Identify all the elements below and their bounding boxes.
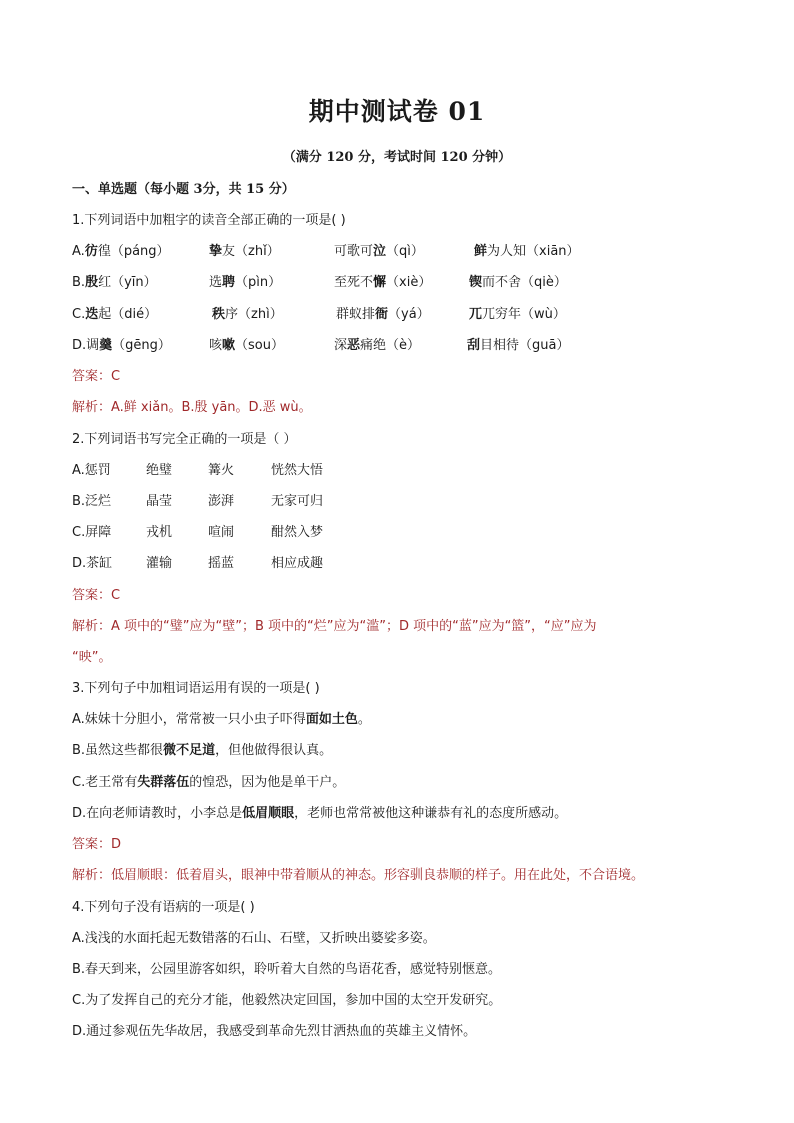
- q1-b-2-pre: 选: [209, 275, 223, 290]
- q1-d-4-bold: 刮: [467, 338, 481, 353]
- question-2-stem: 2.下列词语书写完全正确的一项是（ ）: [72, 432, 297, 447]
- q1-a-4-post: 为人知（xiān）: [487, 244, 580, 259]
- q2-a-3: 篝火: [208, 463, 235, 478]
- q1-b-3-pre: 至死不: [334, 275, 374, 290]
- q1-a-1: [72, 240, 170, 259]
- q1-c-3-bold: 衙: [375, 307, 389, 322]
- q1-c-1-post: 起（dié）: [98, 307, 158, 322]
- q1-a-3: [334, 240, 424, 259]
- q3-option-b: [72, 739, 332, 758]
- q3-c-pre: C.老王常有: [72, 775, 138, 790]
- exam-info: （满分 120 分，考试时间 120 分钟）: [282, 150, 512, 165]
- q1-d-2-pre: 咳: [209, 338, 223, 353]
- q3-a-bold: 面如土色: [305, 712, 358, 727]
- q3-a-pre: A.妹妹十分胆小，常常被一只小虫子吓得: [72, 712, 306, 727]
- q1-d-1-bold: 羹: [99, 338, 113, 353]
- q1-b-3: [334, 271, 431, 290]
- q1-a-2-post: 友（zhǐ）: [222, 244, 280, 259]
- q1-b-3-post: （xiè）: [386, 275, 432, 290]
- question-2-answer: 答案：C: [72, 588, 121, 603]
- q1-d-3: [334, 334, 420, 353]
- q1-c-4-bold: 兀: [469, 307, 483, 322]
- q4-option-d: D.通过参观伍先华故居，我感受到革命先烈甘洒热血的英雄主义情怀。: [72, 1024, 477, 1039]
- q2-a-1: A.惩罚: [72, 463, 111, 478]
- q1-c-1: [72, 303, 157, 322]
- q1-d-3-pre: 深: [334, 338, 348, 353]
- q3-d-pre: D.在向老师请教时，小李总是: [72, 806, 243, 821]
- q1-a-2: [209, 240, 280, 259]
- q1-c-4: [469, 303, 566, 322]
- q1-c-4-post: 兀穷年（wù）: [482, 307, 566, 322]
- q3-option-c: [72, 771, 345, 790]
- q1-b-2-post: （pìn）: [235, 275, 282, 290]
- q1-c-2: [212, 303, 283, 322]
- question-3-analysis: 解析：低眉顺眼：低着眉头，眼神中带着顺从的神态。形容驯良恭顺的样子。用在此处，不合语境。: [72, 868, 645, 883]
- q1-b-2: [209, 271, 281, 290]
- q2-a-2: 绝璧: [146, 463, 173, 478]
- q1-d-2-bold: 嗽: [222, 338, 236, 353]
- q1-b-4-post: 而不舍（qiè）: [482, 275, 567, 290]
- q3-b-pre: B.虽然这些都很: [72, 743, 164, 758]
- q1-d-4: [467, 334, 569, 353]
- q2-c-2: 戎机: [146, 525, 173, 540]
- q1-b-4-bold: 锲: [469, 275, 483, 290]
- q1-b-4: [469, 271, 567, 290]
- question-3-stem: 3.下列句子中加粗词语运用有误的一项是( ): [72, 681, 320, 696]
- question-1-answer: 答案：C: [72, 369, 121, 384]
- q3-option-d: [72, 802, 567, 821]
- q3-d-post: ，老师也常常被他这种谦恭有礼的态度所感动。: [294, 806, 568, 821]
- q3-b-post: ，但他做得很认真。: [215, 743, 333, 758]
- q2-b-4: 无家可归: [271, 494, 324, 509]
- q1-d-3-post: 痛绝（è）: [360, 338, 421, 353]
- section-heading: 一、单选题（每小题 3分，共 15 分）: [72, 182, 295, 197]
- q1-c-1-pre: C.: [72, 307, 86, 322]
- q1-d-3-bold: 恶: [347, 338, 361, 353]
- q2-d-1: D.茶缸: [72, 556, 113, 571]
- q1-a-4-bold: 鲜: [474, 244, 488, 259]
- q1-d-2-post: （sou）: [235, 338, 284, 353]
- q1-b-3-bold: 懈: [373, 275, 387, 290]
- q1-b-1-pre: B.: [72, 275, 86, 290]
- q3-a-post: 。: [357, 712, 371, 727]
- q1-a-3-bold: 泣: [373, 244, 387, 259]
- question-1-analysis: 解析：A.鲜 xiǎn。B.殷 yān。D.恶 wù。: [72, 400, 312, 415]
- q3-c-post: 的惶恐，因为他是单干户。: [189, 775, 346, 790]
- q1-d-2: [209, 334, 284, 353]
- q1-b-1: [72, 271, 157, 290]
- q3-option-a: [72, 708, 371, 727]
- q1-a-1-post: 徨（páng）: [97, 244, 170, 259]
- q4-option-a: A.浅浅的水面托起无数错落的石山、石壁，又折映出婆娑多姿。: [72, 931, 436, 946]
- q3-c-bold: 失群落伍: [137, 775, 190, 790]
- q2-d-3: 摇蓝: [208, 556, 235, 571]
- q1-a-1-pre: A.: [72, 244, 85, 259]
- q2-d-2: 灌输: [146, 556, 173, 571]
- q1-d-4-post: 目相待（guā）: [480, 338, 570, 353]
- q1-a-3-pre: 可歌可: [334, 244, 374, 259]
- q1-a-2-bold: 挚: [209, 244, 223, 259]
- question-4-stem: 4.下列句子没有语病的一项是( ): [72, 900, 255, 915]
- q1-a-1-bold: 彷: [84, 244, 98, 259]
- q1-c-1-bold: 迭: [85, 307, 99, 322]
- q2-c-1: C.屏障: [72, 525, 112, 540]
- question-2-analysis-line-2: “映”。: [72, 650, 112, 665]
- question-3-answer: 答案：D: [72, 837, 122, 852]
- q2-b-3: 澎湃: [208, 494, 235, 509]
- q2-d-4: 相应成趣: [271, 556, 324, 571]
- q1-a-4: [474, 240, 580, 259]
- q1-c-3-post: （yá）: [388, 307, 430, 322]
- q4-option-b: B.春天到来，公园里游客如织，聆听着大自然的鸟语花香，感觉特别惬意。: [72, 962, 502, 977]
- page-title: 期中测试卷 01: [308, 97, 486, 126]
- q2-a-4: 恍然大悟: [271, 463, 324, 478]
- question-2-analysis-line-1: 解析：A 项中的“璧”应为“壁”；B 项中的“烂”应为“滥”；D 项中的“蓝”应为“篮”，“应”应为: [72, 619, 597, 634]
- q2-b-2: 晶莹: [146, 494, 173, 509]
- q3-b-bold: 微不足道: [163, 743, 216, 758]
- q3-d-bold: 低眉顺眼: [242, 806, 295, 821]
- q4-option-c: C.为了发挥自己的充分才能，他毅然决定回国，参加中国的太空开发研究。: [72, 993, 502, 1008]
- q2-c-3: 喧闹: [208, 525, 235, 540]
- q1-b-1-bold: 殷: [85, 275, 99, 290]
- q2-b-1: B.泛烂: [72, 494, 112, 509]
- q1-d-1-post: （gēng）: [112, 338, 171, 353]
- q1-d-1: [72, 334, 171, 353]
- q1-c-2-post: 序（zhì）: [225, 307, 283, 322]
- q1-a-3-post: （qì）: [386, 244, 424, 259]
- q1-c-3-pre: 群蚁排: [336, 307, 376, 322]
- q1-b-2-bold: 聘: [222, 275, 236, 290]
- q2-c-4: 酣然入梦: [271, 525, 324, 540]
- question-1-stem: 1.下列词语中加粗字的读音全部正确的一项是( ): [72, 213, 346, 228]
- q1-d-1-pre: D.调: [72, 338, 100, 353]
- q1-c-2-bold: 秩: [212, 307, 226, 322]
- q1-b-1-post: 红（yīn）: [98, 275, 157, 290]
- q1-c-3: [336, 303, 430, 322]
